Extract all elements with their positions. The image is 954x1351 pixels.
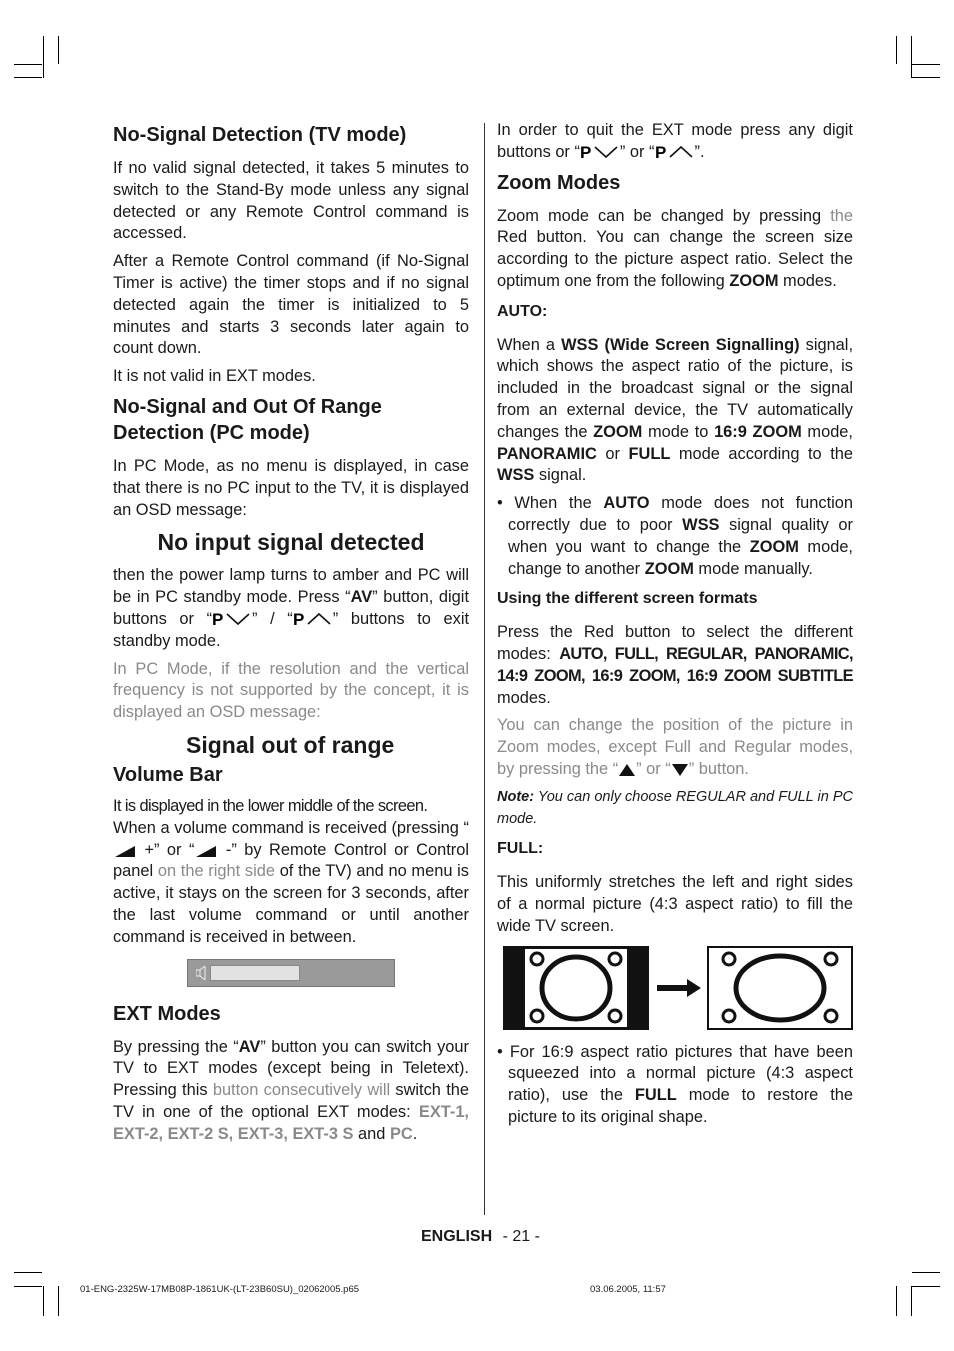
text: ” or “	[619, 142, 655, 161]
paragraph: It is not valid in EXT modes.	[113, 367, 316, 386]
svg-text:P: P	[212, 610, 224, 627]
paragraph	[113, 1037, 469, 1146]
text: modes.	[778, 271, 837, 290]
text: mode, change to another	[508, 537, 853, 578]
text: When a volume command is received (pressing “	[113, 818, 469, 837]
heading-volume-bar: Volume Bar	[113, 763, 223, 786]
crop-mark	[14, 1286, 42, 1287]
heading-using-screen-formats: Using the different screen formats	[497, 590, 758, 608]
text-bold: PANORAMIC	[497, 444, 597, 463]
paragraph	[497, 715, 853, 780]
down-arrow-icon	[671, 763, 689, 777]
text: mode does not function correctly due to poor	[508, 494, 853, 534]
text: • When the	[497, 494, 604, 513]
crop-mark	[43, 1286, 44, 1316]
svg-text:P: P	[654, 143, 666, 160]
text: +” or “	[137, 840, 195, 859]
speaker-icon	[196, 966, 206, 980]
text: -” by Remote Control or Control panel	[113, 840, 469, 881]
up-arrow-icon	[618, 763, 636, 777]
paragraph: It is displayed in the lower middle of the screen.	[113, 796, 428, 815]
crop-mark	[14, 1272, 42, 1273]
text: ” button, digit buttons or “	[113, 588, 469, 628]
text-bold: WSS	[682, 515, 720, 534]
crop-mark	[912, 1286, 940, 1287]
paragraph	[113, 565, 469, 652]
note	[497, 787, 853, 831]
paragraph	[497, 622, 853, 709]
crop-mark	[911, 1286, 912, 1316]
page-number: - 21 -	[502, 1228, 540, 1245]
text: modes.	[497, 688, 551, 707]
text: signal quality or when you want to change the	[508, 515, 853, 556]
file-name: 01-ENG-2325W-17MB08P-1861UK-(LT-23B60SU)_02062005.p65	[80, 1284, 360, 1295]
bullet-item	[497, 1042, 853, 1129]
text: ” button you can switch your TV to EXT modes (except being in Teletext). Pressing this	[113, 1037, 469, 1100]
text-bold: WSS (Wide Screen Signalling)	[561, 335, 800, 354]
crop-mark	[58, 36, 59, 64]
text: mode to restore the picture to its original shape.	[508, 1086, 853, 1126]
paragraph: In PC Mode, as no menu is displayed, in case that there is no PC input to the TV, it is displayed an OSD message:	[113, 456, 469, 519]
heading-auto: AUTO:	[497, 302, 548, 320]
crop-mark	[14, 64, 42, 65]
crop-mark	[896, 1286, 897, 1316]
crop-mark	[912, 64, 940, 65]
text-bold: 16:9 ZOOM	[714, 422, 802, 441]
text-bold: FULL	[628, 444, 671, 463]
paragraph: If no valid signal detected, it takes 5 minutes to switch to the Stand-By mode unless any signal detected or any Remote Control command is accessed.	[113, 159, 469, 243]
text: ” button.	[688, 759, 749, 778]
footer-language: ENGLISH	[421, 1228, 493, 1245]
text: ” / “	[252, 609, 293, 628]
zoom-modes-list: AUTO, FULL, REGULAR, PANORAMIC, 14:9 ZOOM, 16:9 ZOOM, 16:9 ZOOM SUBTITLE	[497, 644, 853, 685]
text: Red button. You can change the screen size according to the picture aspect ratio. Select the optimum one from the following	[497, 228, 853, 290]
text: mode to	[642, 422, 715, 441]
ext-modes-list: EXT-1, EXT-2, EXT-2 S, EXT-3, EXT-3 S	[113, 1102, 469, 1143]
p-up-icon	[293, 611, 333, 627]
crop-mark	[912, 77, 940, 78]
paragraph	[497, 120, 853, 164]
note-label: Note:	[497, 788, 535, 805]
bullet-item	[497, 493, 853, 580]
svg-text:P: P	[292, 610, 305, 627]
text-grey: button consecutively will	[212, 1081, 391, 1100]
text: Press the Red button to select the different modes:	[497, 623, 853, 663]
crop-mark	[911, 36, 912, 78]
text: mode according to the	[670, 444, 853, 463]
text-bold: ZOOM	[644, 559, 694, 578]
heading-full: FULL:	[497, 840, 544, 858]
svg-text:P: P	[579, 143, 592, 160]
text: mode manually.	[693, 559, 813, 578]
volume-up-icon	[113, 844, 137, 858]
text: In order to quit the EXT mode press any digit buttons or “	[497, 121, 853, 161]
heading-ext-modes: EXT Modes	[113, 1002, 221, 1025]
text: signal, which shows the aspect ratio of the picture, is included in the broadcast signal or the signal from an external device, the TV automatically changes the	[497, 335, 853, 441]
crop-mark	[58, 1286, 59, 1316]
heading-zoom-modes: Zoom Modes	[497, 171, 621, 194]
p-down-icon	[212, 611, 252, 627]
osd-message-out-of-range: Signal out of range	[186, 731, 395, 758]
squeezed-picture-icon	[503, 946, 649, 1030]
page-footer	[421, 1228, 540, 1246]
text: signal.	[534, 466, 587, 485]
paragraph: After a Remote Control command (if No-Signal Timer is active) the timer stops and if no signal detected again the timer is initialized to 5 minutes and starts 3 seconds later again to count down.	[113, 252, 469, 358]
volume-down-icon	[194, 844, 218, 858]
text: You can change the position of the picture in Zoom modes, except Full and Regular modes, by pressing the “	[497, 716, 853, 778]
text: mode,	[801, 422, 853, 441]
text-bold: PC	[389, 1124, 413, 1143]
text-bold: ZOOM	[749, 537, 799, 556]
text-bold: AUTO	[603, 494, 650, 513]
text: • For 16:9 aspect ratio pictures that have been squeezed into a normal picture (4:3 aspect ratio), use the	[497, 1042, 853, 1105]
text: Zoom mode can be changed by pressing	[497, 206, 831, 225]
text-bold: WSS	[497, 466, 535, 485]
volume-level-fill	[210, 965, 300, 981]
text-bold: ZOOM	[729, 271, 779, 290]
text: .	[412, 1124, 418, 1143]
text: You can only choose REGULAR and FULL in PC mode.	[497, 788, 853, 827]
paragraph: This uniformly stretches the left and right sides of a normal picture (4:3 aspect ratio) to fill the wide TV screen.	[497, 873, 853, 935]
crop-mark	[912, 1272, 940, 1273]
heading-line: Detection (PC mode)	[113, 421, 310, 444]
text: switch the TV in one of the optional EXT modes:	[113, 1081, 469, 1121]
full-mode-illustration	[503, 946, 853, 1030]
paragraph: In PC Mode, if the resolution and the vertical frequency is not supported by the concept, it is displayed an OSD message:	[113, 659, 469, 722]
crop-mark	[14, 77, 42, 78]
crop-mark	[43, 36, 44, 78]
text-bold: FULL	[634, 1086, 677, 1105]
paragraph	[113, 818, 469, 949]
text-bold: AV	[238, 1037, 261, 1056]
column-divider	[484, 123, 485, 1215]
text-grey: on the right side	[157, 862, 275, 881]
paragraph	[497, 335, 853, 488]
text-bold: AV	[350, 588, 373, 607]
text: of the TV) and no menu is active, it stays on the screen for 3 seconds, after the last volume command or until another command is received in between.	[113, 862, 469, 946]
text: or	[596, 444, 629, 463]
full-picture-icon	[707, 946, 853, 1030]
heading-no-signal-tv: No-Signal Detection (TV mode)	[113, 124, 407, 146]
right-column	[497, 120, 853, 1135]
print-date: 03.06.2005, 11:57	[590, 1284, 666, 1295]
text: By pressing the “	[113, 1037, 239, 1056]
text: ”.	[694, 142, 705, 161]
text-grey: the	[830, 206, 853, 225]
text: ” buttons to exit standby mode.	[113, 609, 470, 650]
heading-no-signal-pc	[113, 394, 469, 446]
volume-bar-illustration	[187, 959, 395, 987]
text-bold: ZOOM	[593, 422, 643, 441]
left-column	[113, 118, 469, 1152]
p-up-icon	[655, 144, 695, 160]
text: and	[353, 1124, 390, 1143]
paragraph	[497, 206, 853, 293]
osd-message-no-input: No input signal detected	[157, 529, 425, 556]
text: ” or “	[636, 759, 671, 778]
crop-mark	[896, 36, 897, 64]
right-arrow-icon	[653, 978, 707, 998]
p-down-icon	[580, 144, 620, 160]
text: then the power lamp turns to amber and PC will be in PC standby mode. Press “	[113, 566, 469, 607]
text: When a	[497, 335, 562, 354]
heading-line: No-Signal and Out Of Range	[113, 395, 382, 418]
